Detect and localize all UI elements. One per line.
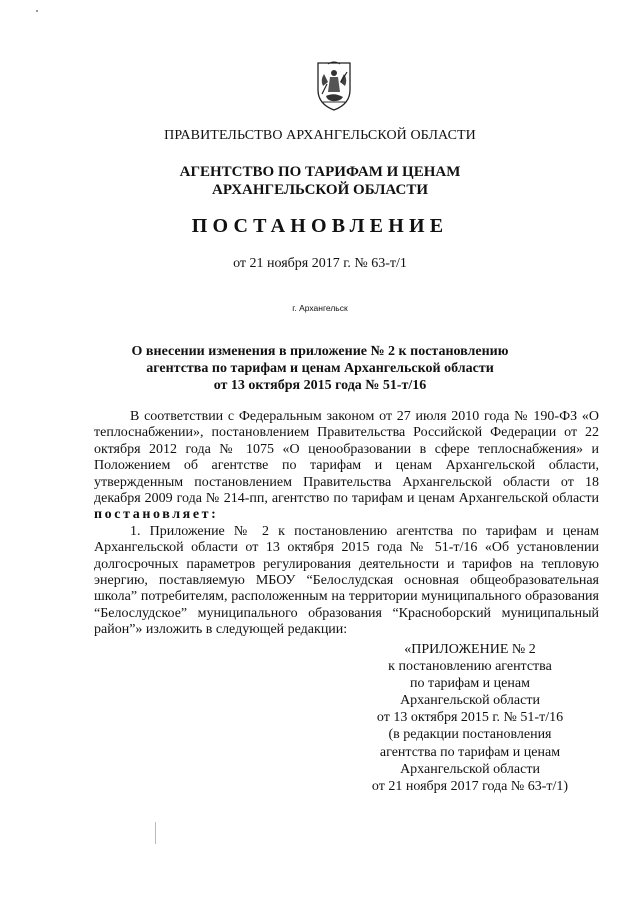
appendix-line: к постановлению агентства [388,659,552,675]
preamble-text: В соответствии с Федеральным законом от 27 июля 2010 года № 190-ФЗ «О теплоснабжении», постановлением Правительства Российской Федерации от 22 октября 2012 года № 1075 «О ценообразовании в сфере теплоснабжения» и Положением об агентстве по тарифам и ценам Архангельской области, утвержденным постановлением Правительства Архангельской области от 18 декабря 2009 года № 214-пп, агентство по тарифам и ценам Архангельской области [94,409,599,507]
appendix-line: Архангельской области [400,693,540,709]
document-body [94,409,599,639]
decree-verb: постановляет: [94,507,219,523]
subject-line1: О внесении изменения в приложение № 2 к постановлению [131,344,509,359]
scan-speck [36,10,38,12]
document-type: ПОСТАНОВЛЕНИЕ [191,215,449,237]
appendix-line: от 21 ноября 2017 года № 63-т/1) [371,778,569,794]
appendix-line: от 13 октября 2015 г. № 51-т/16 [376,710,564,726]
agency-title-line2: АРХАНГЕЛЬСКОЙ ОБЛАСТИ [212,182,428,198]
subject-line3: от 13 октября 2015 года № 51-т/16 [213,378,427,393]
appendix-line: «ПРИЛОЖЕНИЕ № 2 [404,642,536,657]
document-city: г. Архангельск [292,303,348,313]
appendix-line: (в редакции постановления [388,727,552,743]
scan-mark [155,822,156,844]
government-title: ПРАВИТЕЛЬСТВО АРХАНГЕЛЬСКОЙ ОБЛАСТИ [164,128,476,143]
document-date-number: от 21 ноября 2017 г. № 63-т/1 [233,256,407,271]
clause-1-paragraph: 1. Приложение № 2 к постановлению агентства по тарифам и ценам Архангельской области от 13 октября 2015 года № 51-т/16 «Об установлении долгосрочных параметров регулирования деятельности и тарифов на тепловую энергию, поставляемую МБОУ “Белослудская основная общеобразовательная школа” потребителям, расположенным на территории муниципального образования “Белослудское” муниципального образования “Красноборский муниципальный район”» изложить в следующей редакции: [94,523,599,638]
agency-title-line1: АГЕНТСТВО ПО ТАРИФАМ И ЦЕНАМ [179,164,461,180]
document-subject [0,343,640,394]
appendix-line: по тарифам и ценам [410,676,530,692]
agency-title [0,163,640,199]
coat-of-arms-icon [314,60,354,112]
appendix-line: агентства по тарифам и ценам [379,744,561,760]
preamble-paragraph [94,409,599,524]
subject-line2: агентства по тарифам и ценам Архангельской области [146,361,494,376]
appendix-line: Архангельской области [400,761,540,777]
appendix-heading [340,641,600,795]
